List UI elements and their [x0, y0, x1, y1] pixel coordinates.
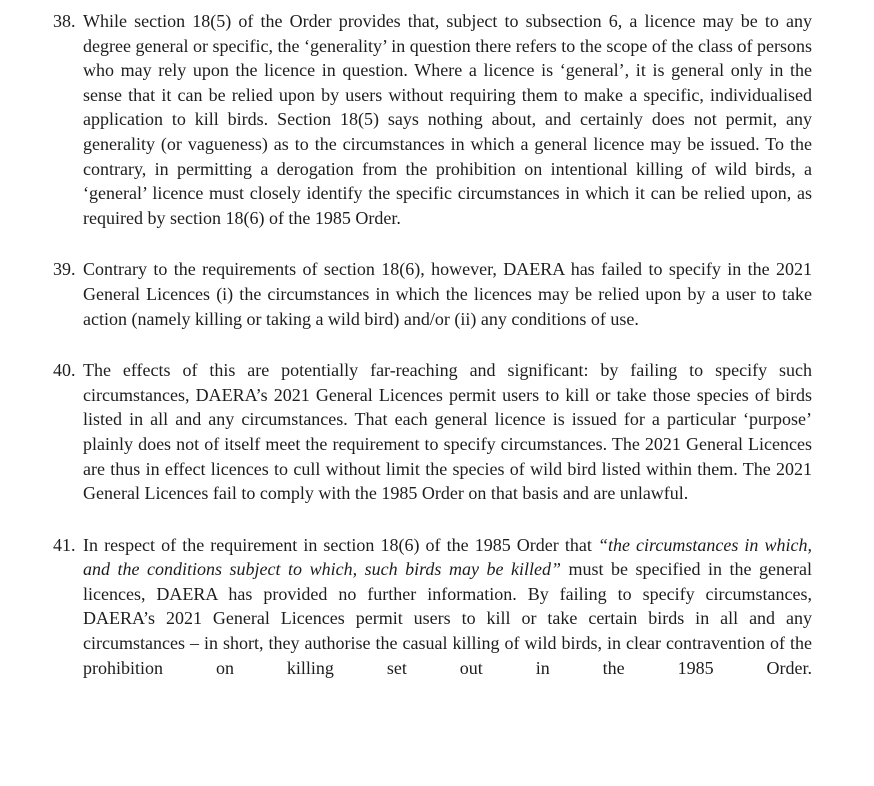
document-body	[53, 9, 812, 680]
quoted-italic-text: “the circumstances in which, and the conditions subject to which, such birds may be killed”	[83, 534, 812, 580]
paragraph-number: 40.	[53, 360, 76, 381]
text-run: Contrary to the requirements of section 18(6), however, DAERA has failed to specify in the 2021 General Licences (i) the circumstances in which the licences may be relied upon by a user to take action (namely killing or taking a wild bird) and/or (ii) any conditions of use.	[83, 259, 812, 329]
paragraph-number: 38.	[53, 11, 76, 31]
text-run: While section 18(5) of the Order provides that, subject to subsection 6, a licence may be to any degree general or specific, the ‘generality’ in question there refers to the scope of the class of persons who may rely upon the licence in question. Where a licence is ‘general’, it is general only in the sense that it can be relied upon by users without requiring them to make a specific, individualised application to kill birds. Section 18(5) says nothing about, and certainly does not permit, any generality (or vagueness) as to the circumstances in which a general licence may be issued. To the contrary, in permitting a derogation from the prohibition on intentional killing of wild birds, a ‘general’ licence must closely identify the specific circumstances in which it can be relied upon, as required by section 18(6) of the 1985 Order.	[83, 11, 812, 228]
text-run: must be specified in the general licences, DAERA has provided no further information. By failing to specify circumstances, DAERA’s 2021 General Licences permit users to kill or take certain birds in all and any circumstances – in short, they authorise the casual killing of wild birds, in clear contravention of the prohibition on killing set out in the 1985 Order.	[83, 559, 812, 678]
paragraph-text	[83, 358, 812, 506]
paragraph	[53, 358, 812, 506]
paragraph-text	[83, 533, 812, 681]
paragraph-text	[83, 9, 812, 230]
text-run: In respect of the requirement in section 18(6) of the 1985 Order that	[83, 534, 598, 555]
paragraph-text	[83, 257, 812, 331]
paragraph	[53, 9, 812, 230]
paragraph-number: 41.	[53, 534, 76, 555]
paragraph	[53, 257, 812, 331]
paragraph-number: 39.	[53, 259, 76, 280]
text-run: The effects of this are potentially far-reaching and significant: by failing to specify such circumstances, DAERA’s 2021 General Licences permit users to kill or take those species of birds listed in all and any circumstances. That each general licence is issued for a particular ‘purpose’ plainly does not of itself meet the requirement to specify circumstances. The 2021 General Licences are thus in effect licences to cull without limit the species of wild bird listed within them. The 2021 General Licences fail to comply with the 1985 Order on that basis and are unlawful.	[83, 360, 812, 504]
paragraph	[53, 533, 812, 681]
